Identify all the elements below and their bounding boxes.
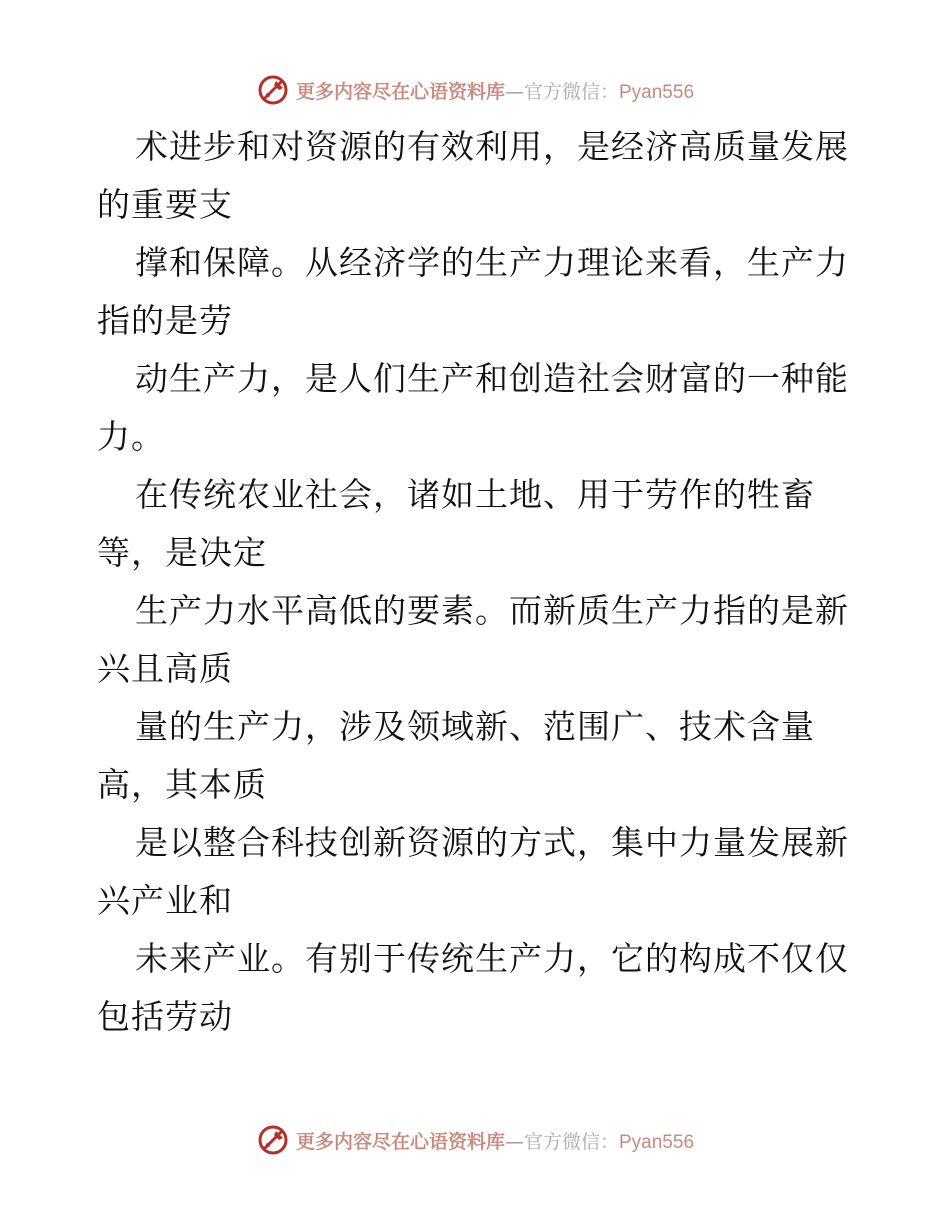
text-paragraph [97,814,857,930]
paragraph-line: 等，是决定 [97,533,267,572]
watermark-wechat-id: Pyan556 [619,81,695,103]
watermark-wechat-label: 官方微信： [523,80,619,103]
watermark-dash: — [504,80,524,103]
document-body [97,118,857,1046]
paragraph-line: 兴且高质 [97,649,233,688]
text-paragraph [97,466,857,582]
text-paragraph [97,698,857,814]
paragraph-line: 动生产力，是人们生产和创造社会财富的一种能 [135,359,849,398]
text-paragraph [97,350,857,466]
header-watermark [0,70,950,110]
paragraph-line: 生产力水平高低的要素。而新质生产力指的是新 [135,591,849,630]
pen-logo-icon [256,73,290,107]
text-paragraph [97,118,857,234]
paragraph-line: 在传统农业社会，诸如土地、用于劳作的牲畜 [135,475,815,514]
paragraph-line: 量的生产力，涉及领域新、范围广、技术含量 [135,707,815,746]
text-paragraph [97,582,857,698]
paragraph-line: 指的是劳 [97,301,233,340]
paragraph-line: 兴产业和 [97,881,233,920]
text-paragraph [97,234,857,350]
paragraph-line: 的重要支 [97,185,233,224]
pen-logo-icon [256,1123,290,1157]
watermark-brand: 更多内容尽在心语资料库 [295,1130,505,1153]
watermark-wechat-label: 官方微信： [523,1130,619,1153]
paragraph-line: 是以整合科技创新资源的方式，集中力量发展新 [135,823,849,862]
paragraph-line: 术进步和对资源的有效利用，是经济高质量发展 [135,127,849,166]
paragraph-line: 未来产业。有别于传统生产力，它的构成不仅仅 [135,939,849,978]
footer-watermark [0,1120,950,1160]
watermark-dash: — [504,1130,524,1153]
watermark-brand: 更多内容尽在心语资料库 [295,80,505,103]
paragraph-line: 包括劳动 [97,997,233,1036]
text-paragraph [97,930,857,1046]
watermark-wechat-id: Pyan556 [619,1131,695,1153]
paragraph-line: 撑和保障。从经济学的生产力理论来看，生产力 [135,243,849,282]
paragraph-line: 力。 [97,417,165,456]
paragraph-line: 高，其本质 [97,765,267,804]
